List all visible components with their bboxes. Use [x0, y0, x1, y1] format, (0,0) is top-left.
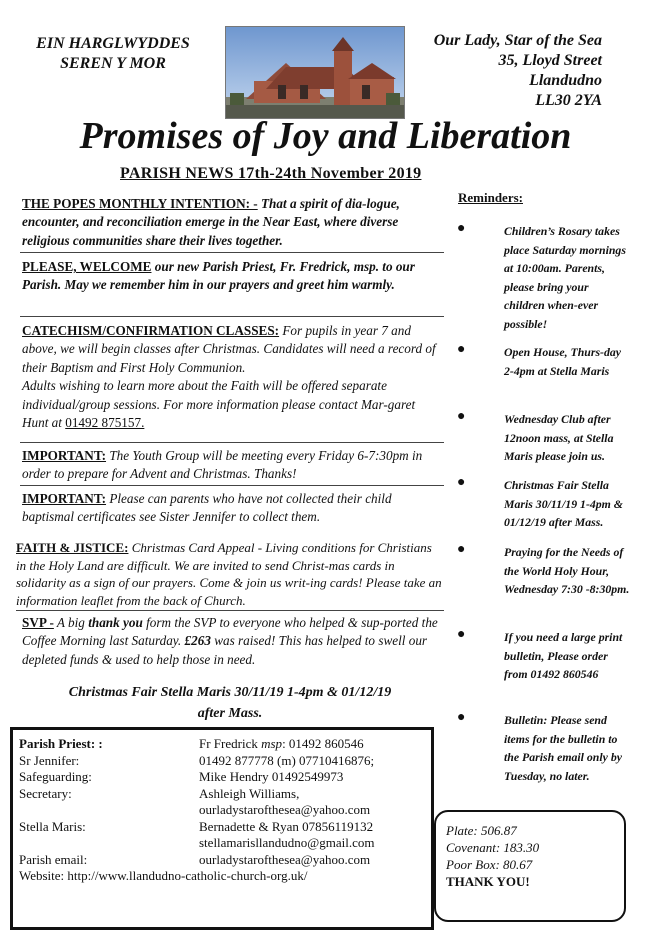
- svp-body-d: was raised! This has helped to swell our depleted funds & used to help those in need.: [22, 633, 428, 667]
- bullet-icon: ●: [457, 710, 466, 725]
- poor-box-collection: Poor Box: 80.67: [446, 857, 533, 872]
- address-postcode: LL30 2YA: [535, 92, 602, 109]
- faith-heading: FAITH & JISTICE:: [16, 540, 129, 555]
- important2-body: Please can parents who have not collected their child baptismal certificates see Sister Jennifer to collect them.: [22, 491, 392, 525]
- svp-heading: SVP -: [22, 615, 54, 630]
- stella-email: stellamarisllandudno@gmail.com: [199, 835, 375, 850]
- sister-label: Sr Jennifer:: [19, 752, 80, 768]
- christmas-fair-line2: after Mass.: [197, 706, 263, 721]
- stella-label: Stella Maris:: [19, 818, 86, 834]
- reminder-text: Open House, Thurs-day 2-4pm at Stella Maris: [504, 345, 621, 378]
- reminder-text: Children’s Rosary takes place Saturday mornings at 10:00am. Parents, please bring your children when-ever possible!: [504, 224, 626, 331]
- contacts-box: [10, 727, 434, 930]
- divider: [20, 442, 444, 443]
- welcome-priest: [22, 258, 442, 295]
- stella-contact: Bernadette & Ryan 07856119132: [199, 818, 374, 834]
- welcome-body: our new Parish Priest, Fr. Fredrick, msp. to our Parish. May we remember him in our prayers and greet him warmly.: [22, 259, 415, 293]
- reminder-text: Wednesday Club after 12noon mass, at Stella Maris please join us.: [504, 412, 614, 464]
- parish-email-value: ourladystarofthesea@yahoo.com: [199, 851, 371, 867]
- divider: [16, 610, 444, 611]
- plate-collection: Plate: 506.87: [446, 823, 517, 838]
- bullet-icon: ●: [457, 221, 466, 236]
- priest-phone: : 01492 860546: [282, 736, 364, 751]
- svp-amount: £263: [184, 633, 211, 649]
- reminder-text: Christmas Fair Stella Maris 30/11/19 1-4pm & 01/12/19 after Mass.: [504, 478, 623, 530]
- reminder-text: If you need a large print bulletin, Please order from 01492 860546: [504, 630, 623, 682]
- baptism-certificates-notice: [22, 490, 442, 527]
- parish-email-label: Parish email:: [19, 851, 88, 867]
- secretary-email: ourladystarofthesea@yahoo.com: [199, 802, 371, 817]
- reminder-text: Bulletin: Please send items for the bulletin to the Parish email only by Tuesday, no later.: [504, 713, 622, 783]
- important1-body: The Youth Group will be meeting every Friday 6-7:30pm in order to prepare for Advent and Christmas. Thanks!: [22, 448, 423, 482]
- page-title: Promises of Joy and Liberation: [79, 115, 572, 157]
- svp-body-a: A big: [53, 615, 89, 630]
- bullet-icon: ●: [457, 475, 466, 490]
- christmas-fair-line1: Christmas Fair Stella Maris 30/11/19 1-4pm & 01/12/19: [68, 685, 392, 700]
- welcome-heading: PLEASE, WELCOME: [22, 259, 152, 274]
- important2-heading: IMPORTANT:: [22, 491, 107, 506]
- welsh-name-line1: EIN HARGLWYDDES: [36, 35, 190, 52]
- catechism-phone: 01492 875157.: [65, 415, 145, 431]
- parish-news-date: PARISH NEWS 17th-24th November 2019: [120, 165, 422, 182]
- priest-value: [199, 736, 364, 753]
- thank-you-text: THANK YOU!: [446, 874, 530, 889]
- secretary-label: Secretary:: [19, 785, 72, 801]
- svp-thanks: [22, 614, 442, 669]
- priest-name: Fr Fredrick: [199, 736, 258, 751]
- popes-intention: [22, 195, 442, 250]
- welsh-parish-name: [18, 34, 208, 74]
- bullet-icon: ●: [457, 409, 466, 424]
- safeguarding-value: Mike Hendry 01492549973: [199, 769, 344, 784]
- divider: [20, 316, 444, 317]
- secretary-name: Ashleigh Williams,: [199, 785, 300, 801]
- divider: [20, 252, 444, 253]
- website-value: Website: http://www.llandudno-catholic-church-org.uk/: [19, 868, 308, 883]
- sister-value: 01492 877778 (m) 07710416876;: [199, 752, 375, 768]
- priest-role: msp: [257, 736, 283, 751]
- youth-group-notice: [22, 447, 442, 484]
- bullet-icon: ●: [457, 542, 466, 557]
- safeguarding-label: Safeguarding:: [19, 769, 92, 784]
- catechism-classes: [22, 322, 442, 432]
- catechism-adults: Adults wishing to learn more about the Faith will be offered separate individual/group sessions. For more information please contact Mar-garet Hunt at: [22, 378, 416, 431]
- church-address: [402, 31, 602, 111]
- popes-intention-body: That a spirit of dia-logue, encounter, and reconciliation emerge in the Near East, where diverse religious communities share their lives together.: [22, 196, 400, 248]
- faith-body: - Living conditions for Christians in the Holy Land are difficult. We are invited to send Christ-mas cards in solidarity as a sign of our prayers. Come & join us writ-ing cards! Please take an information leaflet from the back of Church.: [16, 540, 442, 608]
- collections-box: [434, 810, 626, 922]
- catechism-heading: CATECHISM/CONFIRMATION CLASSES:: [22, 323, 280, 338]
- bullet-icon: ●: [457, 627, 466, 642]
- priest-label: Parish Priest: :: [19, 736, 103, 751]
- svp-body-c: form the SVP to everyone who helped & sup-ported the Coffee Morning last Saturday.: [22, 615, 438, 649]
- svp-thank-you: thank you: [88, 615, 143, 630]
- reminders-title: Reminders:: [458, 190, 523, 205]
- faith-appeal: Christmas Card Appeal: [128, 540, 255, 555]
- address-town: Llandudno: [529, 72, 602, 89]
- important1-heading: IMPORTANT:: [22, 448, 107, 463]
- welsh-name-line2: SEREN Y MOR: [60, 55, 166, 72]
- faith-justice: [16, 539, 444, 609]
- covenant-collection: Covenant: 183.30: [446, 840, 540, 855]
- popes-intention-heading: THE POPES MONTHLY INTENTION: -: [22, 196, 258, 211]
- reminder-text: Praying for the Needs of the World Holy Hour, Wednesday 7:30 -8:30pm.: [504, 545, 630, 597]
- divider: [20, 485, 444, 486]
- bullet-icon: ●: [457, 342, 466, 357]
- address-street: 35, Lloyd Street: [498, 52, 602, 69]
- catechism-body: For pupils in year 7 and above, we will begin classes after Christmas. Candidates will need a record of their Baptism and First Holy Communion.: [22, 323, 436, 375]
- church-name: Our Lady, Star of the Sea: [433, 32, 602, 49]
- church-photo: [225, 26, 405, 119]
- christmas-fair-banner: [20, 682, 440, 724]
